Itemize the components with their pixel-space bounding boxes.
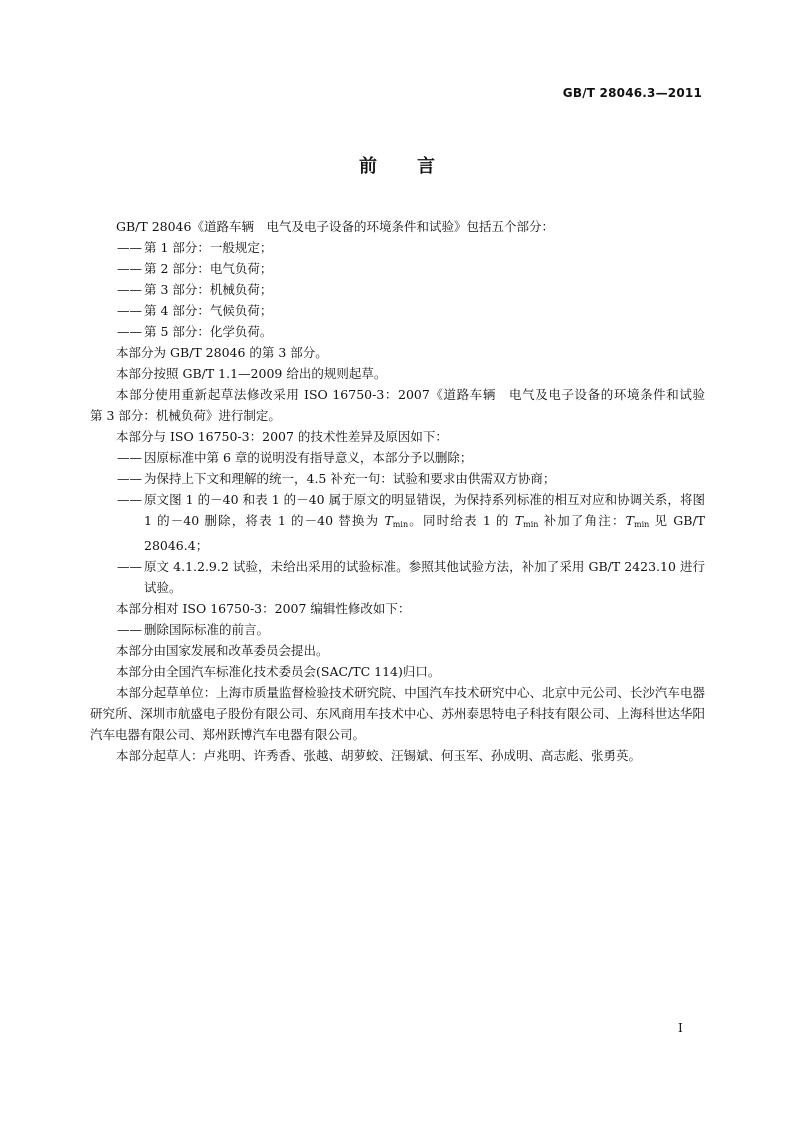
foreword-content	[90, 216, 718, 766]
list-item-text: 为保持上下文和理解的统一，4.5 补充一句：试验和要求由供需双方协商；	[144, 471, 556, 486]
list-item	[90, 300, 705, 321]
list-item	[90, 489, 705, 556]
list-item	[90, 279, 705, 300]
list-item-text: 见 GB/T 28046.4；	[144, 513, 706, 553]
dash-mark: ——	[117, 492, 142, 507]
paragraph-drafting-rules: 本部分按照 GB/T 1.1—2009 给出的规则起草。	[116, 366, 387, 381]
t-symbol: T	[384, 513, 393, 528]
paragraph-part-statement: 本部分为 GB/T 28046 的第 3 部分。	[116, 345, 328, 360]
page-number: I	[678, 1021, 683, 1035]
dash-mark: ——	[117, 240, 142, 255]
list-item-text: 。同时给表 1 的	[408, 513, 515, 528]
list-item-text: 第 2 部分：电气负荷；	[144, 261, 273, 276]
list-item-text: 补加了角注：	[538, 513, 626, 528]
paragraph-editorial-changes: 本部分相对 ISO 16750-3：2007 编辑性修改如下：	[116, 601, 411, 616]
title-char-1: 前	[359, 156, 377, 177]
list-item	[90, 468, 705, 489]
dash-mark: ——	[117, 303, 142, 318]
list-item-text: 第 3 部分：机械负荷；	[144, 282, 273, 297]
t-subscript: min	[392, 520, 409, 529]
paragraph-committee: 本部分由全国汽车标准化技术委员会(SAC/TC 114)归口。	[116, 664, 441, 679]
t-subscript: min	[634, 520, 650, 529]
list-item	[90, 237, 705, 258]
dash-mark: ——	[117, 471, 142, 486]
list-item	[90, 619, 705, 640]
paragraph-intro: GB/T 28046《道路车辆 电气及电子设备的环境条件和试验》包括五个部分：	[116, 219, 554, 234]
list-item	[90, 447, 705, 468]
paragraph-adoption: 本部分使用重新起草法修改采用 ISO 16750-3：2007《道路车辆 电气及电子设备的环境条件和试验 第 3 部分：机械负荷》进行制定。	[90, 387, 718, 423]
dash-mark: ——	[117, 282, 142, 297]
paragraph-drafting-units: 本部分起草单位：上海市质量监督检验技术研究院、中国汽车技术研究中心、北京中元公司、长沙汽车电器研究所、深圳市航盛电子股份有限公司、东风商用车技术中心、苏州泰思特电子科技有限公司、上海科世达华阳汽车电器有限公司、郑州跃博汽车电器有限公司。	[90, 685, 705, 742]
t-symbol: T	[625, 513, 635, 528]
list-item-text: 原文图 1 的－40 和表 1 的－40 属于原文的明显错误，为保持系列标准的相互对应和协调关系，将图 1 的－40 删除，将表 1 的－40 替换为	[144, 492, 705, 528]
list-item-text: 因原标准中第 6 章的说明没有指导意义，本部分予以删除；	[144, 450, 473, 465]
paragraph-technical-differences: 本部分与 ISO 16750-3：2007 的技术性差异及原因如下：	[116, 429, 448, 444]
paragraph-drafters: 本部分起草人：卢兆明、许秀香、张越、胡萝蛟、汪锡斌、何玉军、孙成明、高志彪、张勇英。	[116, 748, 642, 763]
page-title	[0, 152, 794, 178]
list-item-text: 第 1 部分：一般规定；	[144, 240, 273, 255]
dash-mark: ——	[117, 622, 142, 637]
list-item-text: 删除国际标准的前言。	[144, 622, 270, 637]
t-subscript: min	[523, 520, 539, 529]
list-item	[90, 258, 705, 279]
dash-mark: ——	[117, 559, 142, 574]
dash-mark: ——	[117, 324, 142, 339]
list-item-text: 第 5 部分：化学负荷。	[144, 324, 273, 339]
t-symbol: T	[514, 513, 524, 528]
list-item	[90, 321, 705, 342]
paragraph-proposer: 本部分由国家发展和改革委员会提出。	[116, 643, 329, 658]
list-item	[90, 556, 705, 598]
standard-code: GB/T 28046.3—2011	[562, 86, 702, 100]
dash-mark: ——	[117, 261, 142, 276]
list-item-text: 第 4 部分：气候负荷；	[144, 303, 273, 318]
list-item-text: 原文 4.1.2.9.2 试验，未给出采用的试验标准。参照其他试验方法，补加了采用 GB/T 2423.10 进行试验。	[144, 559, 705, 595]
title-char-2: 言	[417, 156, 435, 177]
dash-mark: ——	[117, 450, 142, 465]
